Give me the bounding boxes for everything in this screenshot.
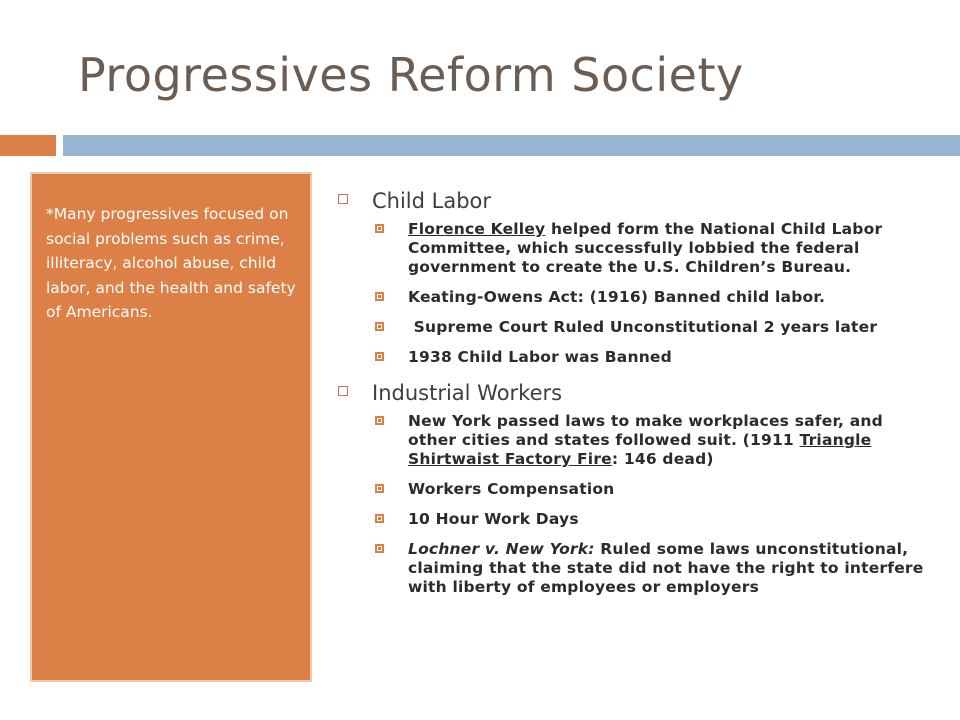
list-item bbox=[372, 288, 936, 307]
square-bullet-icon bbox=[375, 224, 384, 233]
section-heading: Industrial Workers bbox=[372, 381, 563, 405]
list-item-text: Supreme Court Ruled Unconstitutional 2 years later bbox=[408, 318, 878, 336]
accent-bar-orange bbox=[0, 135, 56, 156]
list-item bbox=[372, 348, 936, 367]
sub-list bbox=[372, 412, 936, 597]
sub-list bbox=[372, 220, 936, 367]
list-item-text: Keating-Owens Act: (1916) Banned child labor. bbox=[408, 288, 826, 306]
content-list bbox=[336, 186, 936, 608]
square-bullet-icon bbox=[375, 514, 384, 523]
square-bullet-icon bbox=[375, 544, 384, 553]
list-item-text: Ruled some laws unconstitutional, claiming that the state did not have the right to interfere with liberty of employees or employers bbox=[408, 540, 924, 596]
sidebar-panel bbox=[30, 172, 312, 682]
triangle-fire-link[interactable]: Triangle Shirtwaist Factory Fire bbox=[408, 431, 872, 468]
hollow-square-bullet-icon bbox=[338, 386, 348, 396]
list-item-text: : 146 dead) bbox=[611, 450, 714, 468]
square-bullet-icon bbox=[375, 416, 384, 425]
list-item-text: 1938 Child Labor was Banned bbox=[408, 348, 672, 366]
hollow-square-bullet-icon bbox=[338, 194, 348, 204]
list-item-text: 10 Hour Work Days bbox=[408, 510, 579, 528]
florence-kelley-link[interactable]: Florence Kelley bbox=[408, 220, 546, 238]
list-item-text: Workers Compensation bbox=[408, 480, 615, 498]
case-name: Lochner v. New York: bbox=[408, 540, 595, 558]
list-item-text: helped form the National Child Labor Committee, which successfully lobbied the federal government to create the U.S. Children’s Bureau. bbox=[408, 220, 883, 276]
accent-bar-blue bbox=[63, 135, 960, 156]
slide-title: Progressives Reform Society bbox=[78, 48, 744, 102]
list-item bbox=[372, 510, 936, 529]
list-item bbox=[372, 220, 936, 277]
section-heading: Child Labor bbox=[372, 189, 492, 213]
square-bullet-icon bbox=[375, 292, 384, 301]
list-item bbox=[372, 480, 936, 499]
section-industrial-workers bbox=[336, 378, 936, 597]
list-item bbox=[372, 412, 936, 469]
section-child-labor bbox=[336, 186, 936, 367]
list-item bbox=[372, 318, 936, 337]
list-item bbox=[372, 540, 936, 597]
square-bullet-icon bbox=[375, 352, 384, 361]
list-item-text: New York passed laws to make workplaces safer, and other cities and states followed suit. (1911 bbox=[408, 412, 883, 449]
square-bullet-icon bbox=[375, 322, 384, 331]
square-bullet-icon bbox=[375, 484, 384, 493]
sidebar-text: *Many progressives focused on social problems such as crime, illiteracy, alcohol abuse, child labor, and the health and safety of Americans. bbox=[46, 205, 296, 321]
